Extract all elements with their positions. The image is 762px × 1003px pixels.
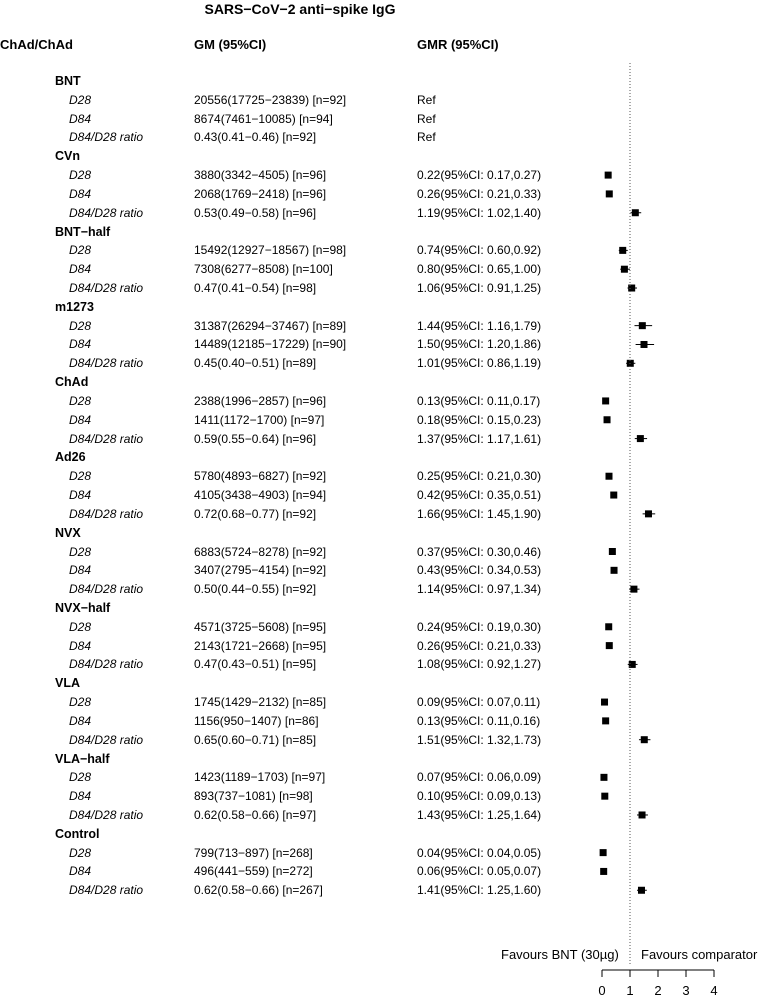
gmr-value: 1.08(95%CI: 0.92,1.27) <box>417 657 542 672</box>
gmr-value: 0.10(95%CI: 0.09,0.13) <box>417 789 542 804</box>
gmr-value: Ref <box>417 111 436 126</box>
point-estimate <box>641 736 648 743</box>
gmr-value: 0.37(95%CI: 0.30,0.46) <box>417 544 542 559</box>
gm-value: 0.45(0.40−0.51) [n=89] <box>194 356 317 371</box>
gmr-value: 1.43(95%CI: 1.25,1.64) <box>417 807 542 822</box>
gm-value: 0.43(0.41−0.46) [n=92] <box>194 130 317 145</box>
point-estimate <box>600 868 607 875</box>
row-label: D28 <box>69 544 92 559</box>
gmr-value: 0.74(95%CI: 0.60,0.92) <box>417 243 542 258</box>
point-estimate <box>628 285 635 292</box>
row-label: D84/D28 ratio <box>69 506 144 521</box>
x-tick-label: 4 <box>710 983 718 998</box>
point-estimate <box>602 717 609 724</box>
gmr-value: 0.09(95%CI: 0.07,0.11) <box>417 695 541 710</box>
gmr-value: 1.06(95%CI: 0.91,1.25) <box>417 281 542 296</box>
column-header-gmr: GMR (95%CI) <box>417 37 499 52</box>
gmr-value: 0.26(95%CI: 0.21,0.33) <box>417 638 542 653</box>
point-estimate <box>601 699 608 706</box>
gm-value: 1423(1189−1703) [n=97] <box>194 770 326 785</box>
gm-value: 1156(950−1407) [n=86] <box>194 713 319 728</box>
column-header-gm: GM (95%CI) <box>194 37 267 52</box>
point-estimate <box>610 492 617 499</box>
favours-right-label: Favours comparator <box>641 947 758 962</box>
gm-value: 0.59(0.55−0.64) [n=96] <box>194 431 317 446</box>
row-label: D28 <box>69 243 92 258</box>
row-label: D84/D28 ratio <box>69 883 144 898</box>
gmr-value: 0.22(95%CI: 0.17,0.27) <box>417 168 542 183</box>
gm-value: 2068(1769−2418) [n=96] <box>194 186 327 201</box>
gm-value: 0.62(0.58−0.66) [n=97] <box>194 807 317 822</box>
row-label: D84/D28 ratio <box>69 807 144 822</box>
point-estimate <box>630 586 637 593</box>
group-label: m1273 <box>55 299 94 314</box>
gm-value: 2143(1721−2668) [n=95] <box>194 638 327 653</box>
row-label: D28 <box>69 845 92 860</box>
row-label: D84 <box>69 638 92 653</box>
gmr-value: 0.18(95%CI: 0.15,0.23) <box>417 412 542 427</box>
point-estimate <box>641 341 648 348</box>
gm-value: 0.53(0.49−0.58) [n=96] <box>194 205 317 220</box>
point-estimate <box>605 623 612 630</box>
point-estimate <box>619 247 626 254</box>
row-label: D84 <box>69 111 92 126</box>
x-tick-label: 3 <box>682 983 690 998</box>
row-label: D84/D28 ratio <box>69 732 144 747</box>
gmr-value: 0.24(95%CI: 0.19,0.30) <box>417 619 542 634</box>
row-label: D84 <box>69 713 92 728</box>
gm-value: 5780(4893−6827) [n=92] <box>194 469 327 484</box>
group-label: ChAd <box>55 375 89 390</box>
gmr-value: 1.51(95%CI: 1.32,1.73) <box>417 732 542 747</box>
x-tick-label: 2 <box>654 983 662 998</box>
gmr-value: 1.41(95%CI: 1.25,1.60) <box>417 883 542 898</box>
gmr-value: 0.04(95%CI: 0.04,0.05) <box>417 845 542 860</box>
gm-value: 496(441−559) [n=272] <box>194 864 313 879</box>
group-label: VLA−half <box>55 751 110 766</box>
gm-value: 0.62(0.58−0.66) [n=267] <box>194 883 323 898</box>
gmr-value: 0.43(95%CI: 0.34,0.53) <box>417 563 542 578</box>
column-header-group: ChAd/ChAd <box>0 37 73 52</box>
row-label: D84 <box>69 186 92 201</box>
gm-value: 1411(1172−1700) [n=97] <box>194 412 325 427</box>
group-label: Ad26 <box>55 450 86 465</box>
point-estimate <box>606 473 613 480</box>
chart-title: SARS−CoV−2 anti−spike IgG <box>204 1 396 17</box>
gm-value: 799(713−897) [n=268] <box>194 845 313 860</box>
row-label: D84 <box>69 563 92 578</box>
gm-value: 20556(17725−23839) [n=92] <box>194 92 347 107</box>
gm-value: 14489(12185−17229) [n=90] <box>194 337 347 352</box>
row-label: D84 <box>69 412 92 427</box>
gm-value: 2388(1996−2857) [n=96] <box>194 393 327 408</box>
row-label: D28 <box>69 168 92 183</box>
row-label: D28 <box>69 92 92 107</box>
gm-value: 0.47(0.41−0.54) [n=98] <box>194 281 317 296</box>
gmr-value: 1.19(95%CI: 1.02,1.40) <box>417 205 542 220</box>
gm-value: 15492(12927−18567) [n=98] <box>194 243 347 258</box>
gmr-value: Ref <box>417 130 436 145</box>
row-label: D84/D28 ratio <box>69 205 144 220</box>
gm-value: 7308(6277−8508) [n=100] <box>194 262 333 277</box>
gmr-value: 1.14(95%CI: 0.97,1.34) <box>417 582 542 597</box>
point-estimate <box>638 887 645 894</box>
point-estimate <box>637 435 644 442</box>
row-label: D28 <box>69 318 92 333</box>
point-estimate <box>601 793 608 800</box>
gm-value: 1745(1429−2132) [n=85] <box>194 695 327 710</box>
gm-value: 3407(2795−4154) [n=92] <box>194 563 327 578</box>
point-estimate <box>632 209 639 216</box>
gm-value: 6883(5724−8278) [n=92] <box>194 544 327 559</box>
gm-value: 4105(3438−4903) [n=94] <box>194 488 327 503</box>
point-estimate <box>605 172 612 179</box>
gm-value: 4571(3725−5608) [n=95] <box>194 619 327 634</box>
group-label: BNT <box>55 74 81 88</box>
gm-value: 3880(3342−4505) [n=96] <box>194 168 327 183</box>
point-estimate <box>606 642 613 649</box>
gmr-value: 1.44(95%CI: 1.16,1.79) <box>417 318 542 333</box>
row-label: D28 <box>69 393 92 408</box>
row-label: D84 <box>69 789 92 804</box>
row-label: D84 <box>69 337 92 352</box>
row-label: D84/D28 ratio <box>69 130 144 145</box>
row-label: D84 <box>69 864 92 879</box>
gmr-value: 1.01(95%CI: 0.86,1.19) <box>417 356 542 371</box>
point-estimate <box>600 774 607 781</box>
row-label: D84/D28 ratio <box>69 657 144 672</box>
point-estimate <box>621 266 628 273</box>
x-tick-label: 0 <box>598 983 606 998</box>
row-label: D84/D28 ratio <box>69 281 144 296</box>
gmr-value: 0.13(95%CI: 0.11,0.16) <box>417 713 541 728</box>
group-label: CVn <box>55 149 80 164</box>
point-estimate <box>606 190 613 197</box>
point-estimate <box>600 849 607 856</box>
gmr-value: 0.25(95%CI: 0.21,0.30) <box>417 469 542 484</box>
row-label: D28 <box>69 619 92 634</box>
gmr-value: 0.06(95%CI: 0.05,0.07) <box>417 864 542 879</box>
gm-value: 0.72(0.68−0.77) [n=92] <box>194 506 317 521</box>
gmr-value: 0.80(95%CI: 0.65,1.00) <box>417 262 542 277</box>
point-estimate <box>611 567 618 574</box>
row-label: D28 <box>69 695 92 710</box>
gmr-value: 1.37(95%CI: 1.17,1.61) <box>417 431 542 446</box>
row-label: D84 <box>69 488 92 503</box>
gm-value: 893(737−1081) [n=98] <box>194 789 313 804</box>
gm-value: 0.47(0.43−0.51) [n=95] <box>194 657 317 672</box>
row-label: D84/D28 ratio <box>69 356 144 371</box>
point-estimate <box>602 397 609 404</box>
point-estimate <box>645 510 652 517</box>
row-label: D84/D28 ratio <box>69 431 144 446</box>
gmr-value: Ref <box>417 92 436 107</box>
favours-left-label: Favours BNT (30µg) <box>501 947 619 962</box>
point-estimate <box>639 322 646 329</box>
gm-value: 31387(26294−37467) [n=89] <box>194 318 347 333</box>
row-label: D84 <box>69 262 92 277</box>
gmr-value: 0.42(95%CI: 0.35,0.51) <box>417 488 542 503</box>
point-estimate <box>609 548 616 555</box>
gmr-value: 0.07(95%CI: 0.06,0.09) <box>417 770 542 785</box>
gmr-value: 0.26(95%CI: 0.21,0.33) <box>417 186 542 201</box>
group-label: NVX−half <box>55 600 111 615</box>
gmr-value: 0.13(95%CI: 0.11,0.17) <box>417 393 541 408</box>
gm-value: 0.65(0.60−0.71) [n=85] <box>194 732 317 747</box>
group-label: VLA <box>55 676 80 691</box>
gm-value: 8674(7461−10085) [n=94] <box>194 111 333 126</box>
gmr-value: 1.50(95%CI: 1.20,1.86) <box>417 337 542 352</box>
gm-value: 0.50(0.44−0.55) [n=92] <box>194 582 317 597</box>
x-tick-label: 1 <box>626 983 634 998</box>
group-label: BNT−half <box>55 224 111 239</box>
point-estimate <box>639 811 646 818</box>
row-label: D28 <box>69 770 92 785</box>
row-label: D84/D28 ratio <box>69 582 144 597</box>
group-label: NVX <box>55 525 81 540</box>
point-estimate <box>604 416 611 423</box>
group-label: Control <box>55 826 100 841</box>
gmr-value: 1.66(95%CI: 1.45,1.90) <box>417 506 542 521</box>
row-label: D28 <box>69 469 92 484</box>
